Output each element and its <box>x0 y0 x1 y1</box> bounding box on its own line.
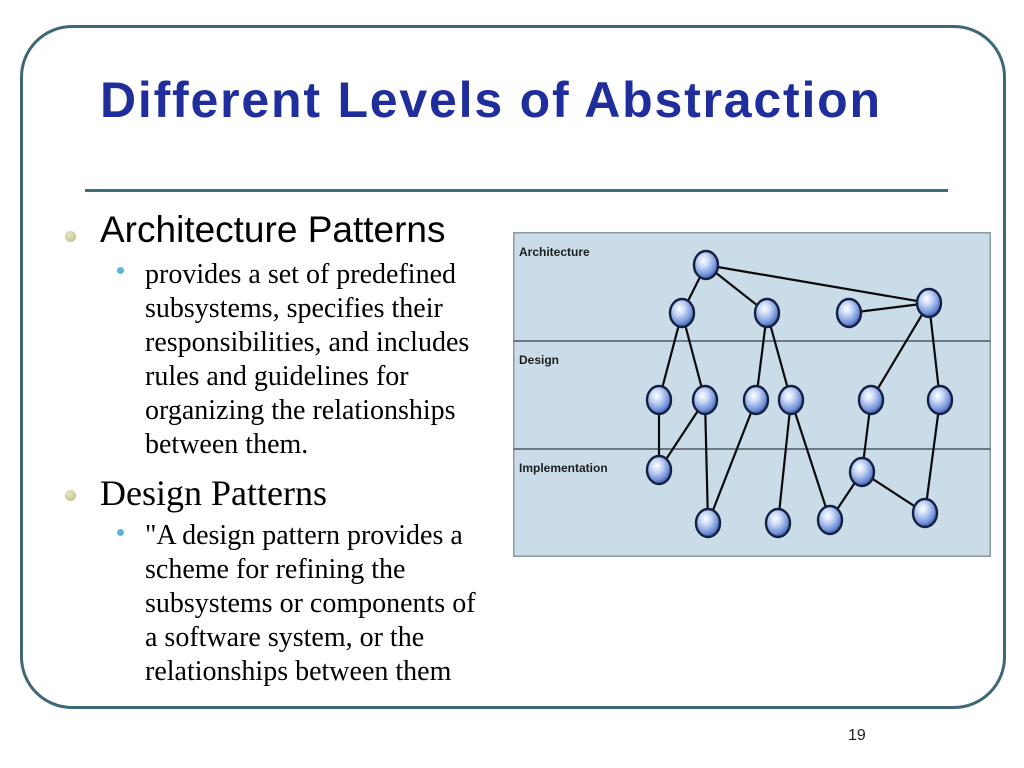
diagram-node <box>917 289 941 317</box>
slide-title: Different Levels of Abstraction <box>100 72 882 128</box>
diagram-node <box>694 251 718 279</box>
diagram-node <box>670 299 694 327</box>
diagram-node <box>859 386 883 414</box>
sub-bullet-dot-icon <box>117 267 124 274</box>
diagram-node <box>928 386 952 414</box>
band-label-architecture: Architecture <box>519 245 590 259</box>
bullet-text-design: "A design pattern provides a scheme for refining the subsystems or components of a software system, or the relationships between them <box>145 520 476 687</box>
diagram-node <box>755 299 779 327</box>
band-label-implementation: Implementation <box>519 461 608 475</box>
diagram-node <box>779 386 803 414</box>
bullet-text-architecture: provides a set of predefined subsystems, specifies their responsibilities, and includes rules and guidelines for organizing the relationships between them. <box>145 259 470 460</box>
bullet-dot-icon <box>65 231 76 242</box>
band-label-design: Design <box>519 353 560 367</box>
diagram-node <box>744 386 768 414</box>
diagram-node <box>693 386 717 414</box>
diagram-node <box>818 506 842 534</box>
page-number: 19 <box>848 727 866 744</box>
diagram-node <box>696 509 720 537</box>
diagram-node <box>837 299 861 327</box>
bullet-heading-architecture: Architecture Patterns <box>100 209 446 250</box>
bullet-dot-icon <box>65 490 76 501</box>
title-underline <box>85 189 948 192</box>
diagram-node <box>913 499 937 527</box>
diagram-node <box>647 456 671 484</box>
diagram-node <box>766 509 790 537</box>
diagram-node <box>850 458 874 486</box>
abstraction-levels-diagram <box>513 232 991 557</box>
bullet-heading-design: Design Patterns <box>100 473 327 513</box>
sub-bullet-dot-icon <box>117 529 124 536</box>
diagram-node <box>647 386 671 414</box>
